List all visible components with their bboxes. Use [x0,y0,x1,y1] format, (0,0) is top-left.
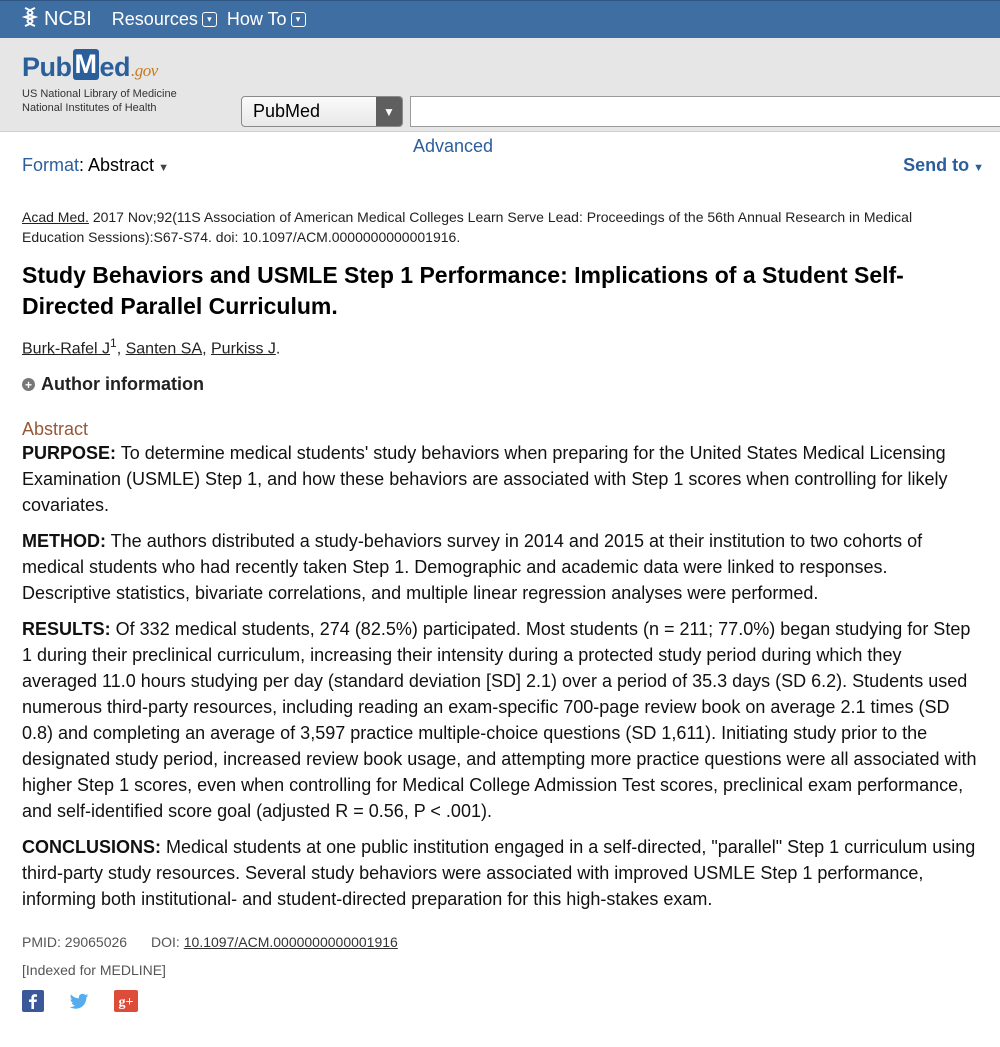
logo-m: M [74,49,97,79]
how-to-menu-label: How To [226,9,287,29]
dropdown-arrow-icon: ▼ [376,97,402,126]
logo-pub: Pub [22,52,72,82]
abstract-label: CONCLUSIONS: [22,837,161,858]
pubmed-header [0,38,1000,156]
nlm-line: US National Library of Medicine [22,88,177,100]
doi-link[interactable]: 10.1097/ACM.0000000000001916 [183,934,398,951]
how-to-menu[interactable] [227,9,306,30]
abstract-section-method [22,528,978,606]
identifiers [22,934,978,950]
google-plus-icon[interactable] [114,990,138,1012]
ncbi-logo-text: NCBI [44,8,92,30]
author-information-label: Author information [41,374,204,395]
format-value: Abstract [88,155,155,175]
abstract-label: PURPOSE: [22,443,117,464]
author-information-toggle[interactable] [22,374,978,395]
send-to-label: Send to [903,155,970,175]
citation-details: 2017 Nov;92(11S Association of American Medical Colleges Learn Serve Lead: Proceedings of the 56th Annual Research in Medical Education Sessions):S67-S74. doi: 10.1097/ACM.0000000000001916. [22,209,913,245]
author-link[interactable]: Santen SA [125,340,203,358]
abstract-section-results [22,616,978,824]
ncbi-logo[interactable] [22,6,92,34]
format-selector[interactable]: Format: Abstract ▼ [22,155,169,175]
advanced-search-link[interactable]: Advanced [413,136,494,156]
indexed-note: [Indexed for MEDLINE] [22,962,166,979]
pubmed-logo[interactable] [22,49,177,115]
search-input[interactable] [410,96,1000,127]
abstract-label: RESULTS: [22,619,111,640]
abstract-section-conclusions [22,834,978,912]
resources-menu-label: Resources [111,9,198,29]
author-list [22,336,978,358]
abstract-label: METHOD: [22,531,106,552]
abstract-text: Medical students at one public institution engaged in a self-directed, "parallel" Step 1 curriculum using third-party study resources. Several study behaviors were associated with improved USMLE Step 1 performance, informing both institutional- and student-directed preparation for this high-stakes exam. [22,837,976,910]
caret-down-icon: ▼ [973,162,984,174]
journal-link[interactable]: Acad Med. [22,209,89,225]
author-affiliation-sup: 1 [110,336,117,350]
author-link[interactable]: Purkiss J [211,340,276,358]
logo-ed: ed [99,52,131,82]
send-to-button[interactable] [903,155,984,176]
abstract-section-purpose [22,440,978,518]
caret-down-icon: ▼ [158,162,169,174]
database-select-value: PubMed [253,101,321,121]
logo-gov: .gov [131,61,158,80]
abstract-text: The authors distributed a study-behaviors survey in 2014 and 2015 at their institution to two cohorts of medical students who had recently taken Step 1. Demographic and academic data were linked to responses. Descriptive statistics, bivariate correlations, and multiple linear regression analyses were performed. [22,531,923,604]
format-bar [22,155,984,176]
abstract-heading: Abstract [22,419,89,440]
twitter-icon[interactable] [68,990,90,1012]
author-separator: , [202,340,211,358]
author-link[interactable]: Burk-Rafel J [22,340,111,358]
abstract-text: Of 332 medical students, 274 (82.5%) participated. Most students (n = 211; 77.0%) began studying for Step 1 during their preclinical curriculum, increasing their intensity during a protected study period during which they averaged 11.0 hours studying per day (standard deviation [SD] 2.1) over a period of 35.3 days (SD 6.2). Students used numerous third-party resources, including reading an exam-specific 700-page review book on average 2.1 times (SD 0.8) and completing an average of 3,597 practice multiple-choice questions (SD 1,611). Initiating study prior to the designated study period, increased review book usage, and attempting more practice questions were all associated with higher Step 1 scores, even when controlling for Medical College Admission Test scores, preclinical exam performance, and self-identified score goal (adjusted R = 0.56, P < .001). [22,619,977,822]
ncbi-top-bar [0,0,1000,38]
citation [22,207,978,247]
nih-line: National Institutes of Health [22,102,157,114]
chevron-down-icon: ▾ [291,12,306,27]
author-separator: . [275,340,281,358]
format-label: Format [22,155,80,175]
ncbi-helix-icon [22,6,44,34]
social-share [22,990,978,1012]
pmid: PMID: 29065026 [22,934,128,951]
article-title: Study Behaviors and USMLE Step 1 Performance: Implications of a Student Self-Directed Parallel Curriculum. [22,262,904,319]
doi-label: DOI: [150,934,180,951]
facebook-icon[interactable] [22,990,44,1012]
chevron-down-icon: ▾ [202,12,217,27]
article-content [22,207,978,1012]
google-plus-glyph: g+ [118,995,134,1011]
abstract-text: To determine medical students' study behaviors when preparing for the United States Medical Licensing Examination (USMLE) Step 1, and how these behaviors are associated with Step 1 scores when controlling for likely covariates. [22,443,948,516]
author-separator: , [116,340,126,358]
expand-plus-icon: + [22,378,35,391]
resources-menu[interactable] [112,9,217,30]
database-select[interactable] [241,96,403,127]
